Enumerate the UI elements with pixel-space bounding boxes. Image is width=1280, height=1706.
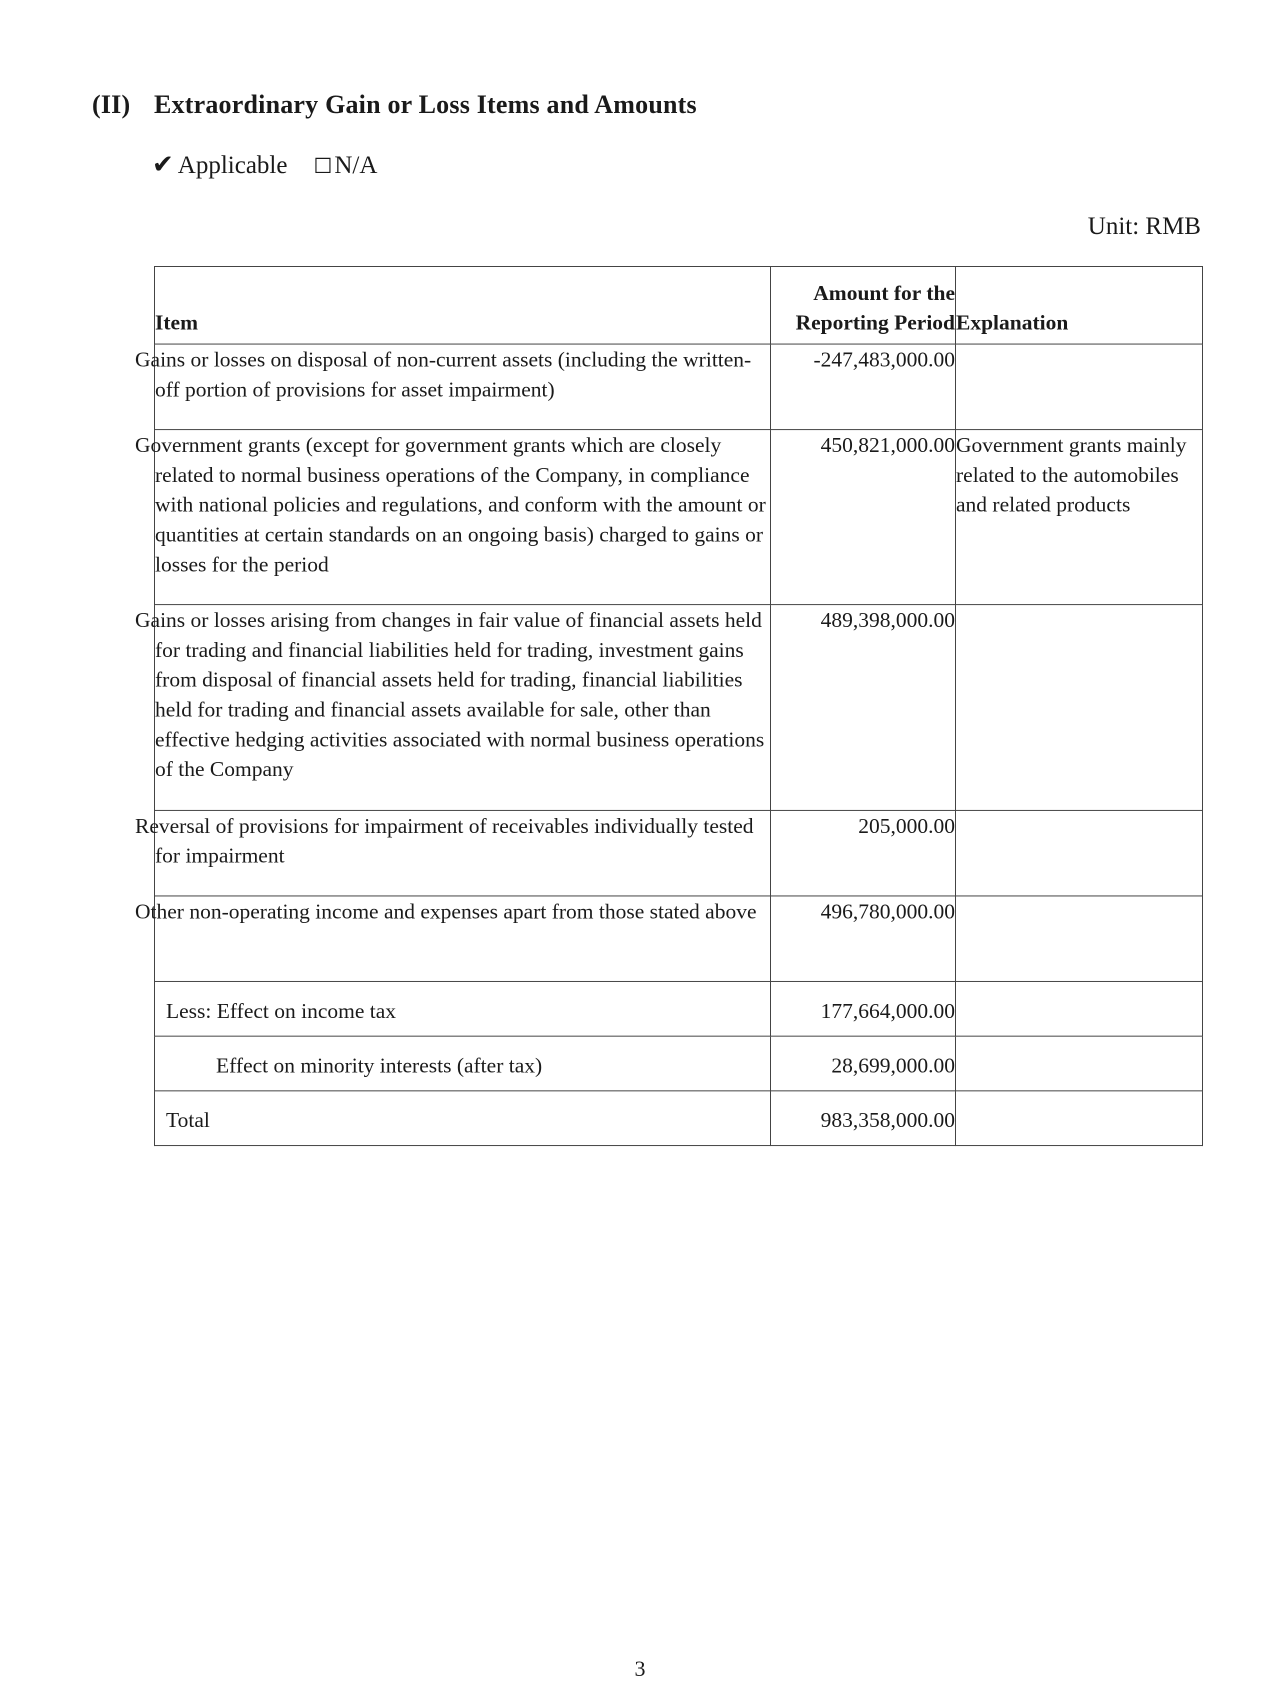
row-explanation: [956, 605, 1203, 811]
na-label: N/A: [334, 152, 378, 179]
extraordinary-items-table: [135, 266, 1203, 1146]
table-row: [155, 605, 1203, 811]
section-number: (II): [92, 90, 131, 119]
page-number: 3: [634, 1656, 646, 1681]
table-row: [155, 430, 1203, 605]
empty-checkbox-icon: ☐: [313, 154, 333, 178]
section-heading: [92, 90, 697, 120]
row-explanation: [956, 1091, 1203, 1146]
row-amount: 496,780,000.00: [771, 896, 956, 982]
table-row: [155, 981, 1203, 1036]
header-amount: Amount for the Reporting Period: [771, 266, 956, 344]
row-item: Other non-operating income and expenses apart from those stated above: [155, 896, 771, 982]
header-item: Item: [155, 266, 771, 344]
section-title: Extraordinary Gain or Loss Items and Amounts: [154, 90, 697, 119]
row-item: Reversal of provisions for impairment of receivables individually tested for impairment: [155, 810, 771, 896]
applicability-options: [152, 150, 377, 180]
table-row: [155, 1036, 1203, 1091]
check-mark-icon: ✔: [152, 150, 174, 180]
row-amount: 489,398,000.00: [771, 605, 956, 811]
row-item: Less: Effect on income tax: [155, 981, 771, 1036]
table-row: [155, 810, 1203, 896]
table-row: [155, 344, 1203, 430]
row-explanation: [956, 810, 1203, 896]
unit-label: Unit: RMB: [1087, 213, 1201, 240]
row-amount: 983,358,000.00: [771, 1091, 956, 1146]
row-amount: 205,000.00: [771, 810, 956, 896]
table-row-total: [155, 1091, 1203, 1146]
row-item: Gains or losses arising from changes in fair value of financial assets held for trading and financial liabilities held for trading, investment gains from disposal of financial assets held for trading, financial liabilities held for trading and financial assets available for sale, other than effective hedging activities associated with normal business operations of the Company: [155, 605, 771, 811]
applicable-label: Applicable: [177, 152, 288, 179]
header-explanation: Explanation: [956, 266, 1203, 344]
table-header-row: [155, 266, 1203, 344]
row-amount: 450,821,000.00: [771, 430, 956, 605]
row-item: Gains or losses on disposal of non-current assets (including the written-off portion of provisions for asset impairment): [155, 344, 771, 430]
table-row: [155, 896, 1203, 982]
row-amount: 28,699,000.00: [771, 1036, 956, 1091]
row-amount: 177,664,000.00: [771, 981, 956, 1036]
row-item: Effect on minority interests (after tax): [155, 1036, 771, 1091]
row-item: Government grants (except for government grants which are closely related to normal business operations of the Company, in compliance with national policies and regulations, and conform with the amount or quantities at certain standards on an ongoing basis) charged to gains or losses for the period: [155, 430, 771, 605]
row-explanation: [956, 1036, 1203, 1091]
row-item: Total: [155, 1091, 771, 1146]
row-amount: -247,483,000.00: [771, 344, 956, 430]
row-explanation: [956, 344, 1203, 430]
row-explanation: [956, 981, 1203, 1036]
row-explanation: [956, 896, 1203, 982]
row-explanation: Government grants mainly related to the automobiles and related products: [956, 430, 1203, 605]
